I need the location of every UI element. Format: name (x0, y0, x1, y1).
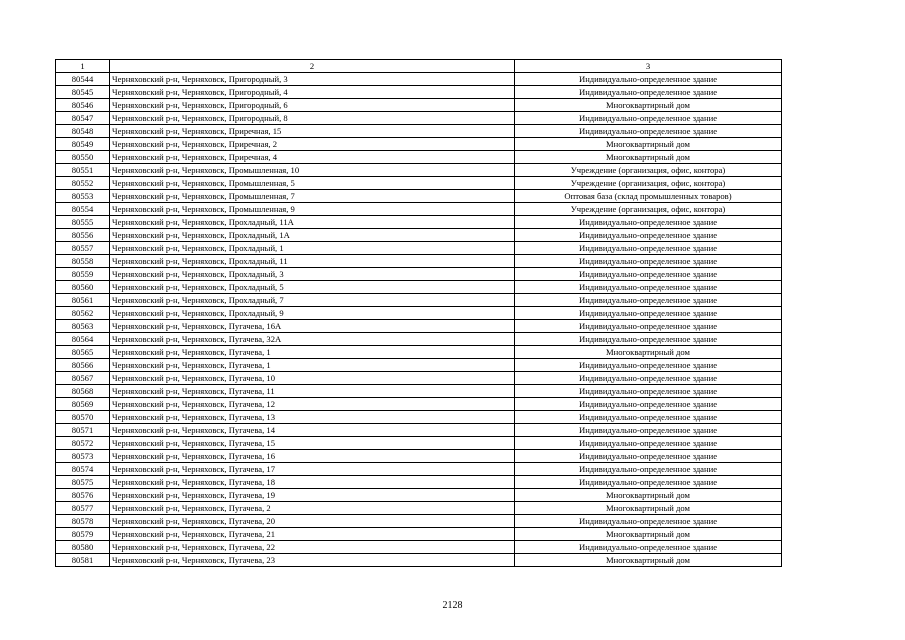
row-address: Черняховский р-н, Черняховск, Пугачева, 21 (110, 528, 515, 541)
row-number: 80571 (56, 424, 110, 437)
row-address: Черняховский р-н, Черняховск, Прохладный, 1 (110, 242, 515, 255)
row-address: Черняховский р-н, Черняховск, Промышленная, 10 (110, 164, 515, 177)
row-number: 80553 (56, 190, 110, 203)
table-row (56, 190, 782, 203)
row-number: 80545 (56, 86, 110, 99)
table-row (56, 203, 782, 216)
row-building-type: Индивидуально-определенное здание (515, 411, 782, 424)
row-number: 80575 (56, 476, 110, 489)
header-row (56, 60, 782, 73)
row-address: Черняховский р-н, Черняховск, Пугачева, 22 (110, 541, 515, 554)
row-address: Черняховский р-н, Черняховск, Прохладный, 3 (110, 268, 515, 281)
row-number: 80554 (56, 203, 110, 216)
row-number: 80555 (56, 216, 110, 229)
table-row (56, 541, 782, 554)
row-number: 80549 (56, 138, 110, 151)
row-building-type: Учреждение (организация, офис, контора) (515, 164, 782, 177)
row-number: 80573 (56, 450, 110, 463)
row-address: Черняховский р-н, Черняховск, Пугачева, 13 (110, 411, 515, 424)
row-address: Черняховский р-н, Черняховск, Промышленная, 9 (110, 203, 515, 216)
row-address: Черняховский р-н, Черняховск, Прохладный, 9 (110, 307, 515, 320)
row-address: Черняховский р-н, Черняховск, Пугачева, 10 (110, 372, 515, 385)
row-address: Черняховский р-н, Черняховск, Промышленная, 7 (110, 190, 515, 203)
row-building-type: Оптовая база (склад промышленных товаров) (515, 190, 782, 203)
row-number: 80550 (56, 151, 110, 164)
row-building-type: Индивидуально-определенное здание (515, 541, 782, 554)
row-number: 80581 (56, 554, 110, 567)
row-building-type: Индивидуально-определенное здание (515, 255, 782, 268)
table-row (56, 359, 782, 372)
row-address: Черняховский р-н, Черняховск, Пригородный, 4 (110, 86, 515, 99)
table-row (56, 398, 782, 411)
row-number: 80560 (56, 281, 110, 294)
table-row (56, 281, 782, 294)
row-building-type: Индивидуально-определенное здание (515, 372, 782, 385)
row-number: 80568 (56, 385, 110, 398)
row-number: 80551 (56, 164, 110, 177)
row-building-type: Индивидуально-определенное здание (515, 281, 782, 294)
row-number: 80565 (56, 346, 110, 359)
row-address: Черняховский р-н, Черняховск, Пугачева, 18 (110, 476, 515, 489)
row-building-type: Индивидуально-определенное здание (515, 333, 782, 346)
table-row (56, 307, 782, 320)
row-building-type: Индивидуально-определенное здание (515, 268, 782, 281)
table-row (56, 112, 782, 125)
row-building-type: Многоквартирный дом (515, 554, 782, 567)
row-number: 80569 (56, 398, 110, 411)
row-number: 80566 (56, 359, 110, 372)
table-row (56, 138, 782, 151)
row-building-type: Учреждение (организация, офис, контора) (515, 203, 782, 216)
row-number: 80546 (56, 99, 110, 112)
row-address: Черняховский р-н, Черняховск, Приречная, 4 (110, 151, 515, 164)
column-header-3: 3 (515, 60, 782, 73)
row-building-type: Индивидуально-определенное здание (515, 385, 782, 398)
row-building-type: Индивидуально-определенное здание (515, 242, 782, 255)
row-building-type: Многоквартирный дом (515, 502, 782, 515)
row-building-type: Индивидуально-определенное здание (515, 515, 782, 528)
row-building-type: Индивидуально-определенное здание (515, 359, 782, 372)
row-building-type: Индивидуально-определенное здание (515, 86, 782, 99)
row-number: 80567 (56, 372, 110, 385)
row-building-type: Индивидуально-определенное здание (515, 463, 782, 476)
table-row (56, 450, 782, 463)
table-row (56, 463, 782, 476)
row-address: Черняховский р-н, Черняховск, Пугачева, 32А (110, 333, 515, 346)
table-row (56, 73, 782, 86)
row-address: Черняховский р-н, Черняховск, Прохладный, 5 (110, 281, 515, 294)
row-building-type: Многоквартирный дом (515, 151, 782, 164)
row-address: Черняховский р-н, Черняховск, Прохладный, 11 (110, 255, 515, 268)
row-number: 80544 (56, 73, 110, 86)
table-row (56, 489, 782, 502)
row-building-type: Многоквартирный дом (515, 99, 782, 112)
row-address: Черняховский р-н, Черняховск, Пугачева, 20 (110, 515, 515, 528)
row-building-type: Индивидуально-определенное здание (515, 450, 782, 463)
row-address: Черняховский р-н, Черняховск, Пугачева, 14 (110, 424, 515, 437)
row-number: 80559 (56, 268, 110, 281)
row-number: 80547 (56, 112, 110, 125)
table-row (56, 372, 782, 385)
row-number: 80548 (56, 125, 110, 138)
row-address: Черняховский р-н, Черняховск, Пугачева, 1 (110, 359, 515, 372)
row-address: Черняховский р-н, Черняховск, Пугачева, 15 (110, 437, 515, 450)
row-building-type: Учреждение (организация, офис, контора) (515, 177, 782, 190)
column-header-1: 1 (56, 60, 110, 73)
row-building-type: Многоквартирный дом (515, 528, 782, 541)
table-row (56, 411, 782, 424)
row-address: Черняховский р-н, Черняховск, Промышленная, 5 (110, 177, 515, 190)
table-body (56, 73, 782, 567)
column-header-2: 2 (110, 60, 515, 73)
row-number: 80570 (56, 411, 110, 424)
row-address: Черняховский р-н, Черняховск, Приречная, 2 (110, 138, 515, 151)
table-row (56, 333, 782, 346)
row-building-type: Многоквартирный дом (515, 138, 782, 151)
row-address: Черняховский р-н, Черняховск, Пугачева, 16А (110, 320, 515, 333)
table-row (56, 164, 782, 177)
table-row (56, 437, 782, 450)
row-building-type: Индивидуально-определенное здание (515, 398, 782, 411)
row-number: 80572 (56, 437, 110, 450)
row-building-type: Индивидуально-определенное здание (515, 476, 782, 489)
table-row (56, 151, 782, 164)
table-row (56, 268, 782, 281)
row-address: Черняховский р-н, Черняховск, Прохладный, 7 (110, 294, 515, 307)
row-building-type: Индивидуально-определенное здание (515, 294, 782, 307)
row-number: 80576 (56, 489, 110, 502)
row-number: 80563 (56, 320, 110, 333)
row-building-type: Индивидуально-определенное здание (515, 73, 782, 86)
table-row (56, 99, 782, 112)
table-row (56, 515, 782, 528)
table-row (56, 255, 782, 268)
row-address: Черняховский р-н, Черняховск, Прохладный, 1А (110, 229, 515, 242)
row-address: Черняховский р-н, Черняховск, Пугачева, 2 (110, 502, 515, 515)
row-number: 80562 (56, 307, 110, 320)
row-address: Черняховский р-н, Черняховск, Пугачева, 1 (110, 346, 515, 359)
table-row (56, 554, 782, 567)
row-building-type: Многоквартирный дом (515, 346, 782, 359)
row-building-type: Индивидуально-определенное здание (515, 112, 782, 125)
table-row (56, 125, 782, 138)
row-address: Черняховский р-н, Черняховск, Пригородный, 3 (110, 73, 515, 86)
table-row (56, 86, 782, 99)
registry-table (55, 59, 782, 567)
row-number: 80561 (56, 294, 110, 307)
table-row (56, 320, 782, 333)
row-address: Черняховский р-н, Черняховск, Пугачева, 11 (110, 385, 515, 398)
row-number: 80552 (56, 177, 110, 190)
table-row (56, 476, 782, 489)
table-row (56, 346, 782, 359)
table-row (56, 229, 782, 242)
row-building-type: Индивидуально-определенное здание (515, 437, 782, 450)
table-row (56, 177, 782, 190)
row-number: 80579 (56, 528, 110, 541)
table-row (56, 294, 782, 307)
table-row (56, 216, 782, 229)
row-building-type: Индивидуально-определенное здание (515, 125, 782, 138)
row-address: Черняховский р-н, Черняховск, Пугачева, 23 (110, 554, 515, 567)
row-address: Черняховский р-н, Черняховск, Пугачева, 19 (110, 489, 515, 502)
row-address: Черняховский р-н, Черняховск, Пригородный, 6 (110, 99, 515, 112)
row-address: Черняховский р-н, Черняховск, Прохладный, 11А (110, 216, 515, 229)
row-number: 80577 (56, 502, 110, 515)
row-building-type: Индивидуально-определенное здание (515, 320, 782, 333)
row-number: 80558 (56, 255, 110, 268)
table-row (56, 502, 782, 515)
row-building-type: Индивидуально-определенное здание (515, 216, 782, 229)
table-row (56, 385, 782, 398)
table-row (56, 424, 782, 437)
table-row (56, 242, 782, 255)
page-number: 2128 (442, 600, 463, 611)
table-row (56, 528, 782, 541)
row-address: Черняховский р-н, Черняховск, Пригородный, 8 (110, 112, 515, 125)
row-number: 80574 (56, 463, 110, 476)
row-address: Черняховский р-н, Черняховск, Приречная, 15 (110, 125, 515, 138)
row-building-type: Индивидуально-определенное здание (515, 424, 782, 437)
row-building-type: Многоквартирный дом (515, 489, 782, 502)
table-header (56, 60, 782, 73)
row-number: 80556 (56, 229, 110, 242)
row-number: 80557 (56, 242, 110, 255)
row-building-type: Индивидуально-определенное здание (515, 307, 782, 320)
row-number: 80580 (56, 541, 110, 554)
row-address: Черняховский р-н, Черняховск, Пугачева, 17 (110, 463, 515, 476)
row-address: Черняховский р-н, Черняховск, Пугачева, 12 (110, 398, 515, 411)
row-number: 80564 (56, 333, 110, 346)
row-number: 80578 (56, 515, 110, 528)
row-address: Черняховский р-н, Черняховск, Пугачева, 16 (110, 450, 515, 463)
row-building-type: Индивидуально-определенное здание (515, 229, 782, 242)
